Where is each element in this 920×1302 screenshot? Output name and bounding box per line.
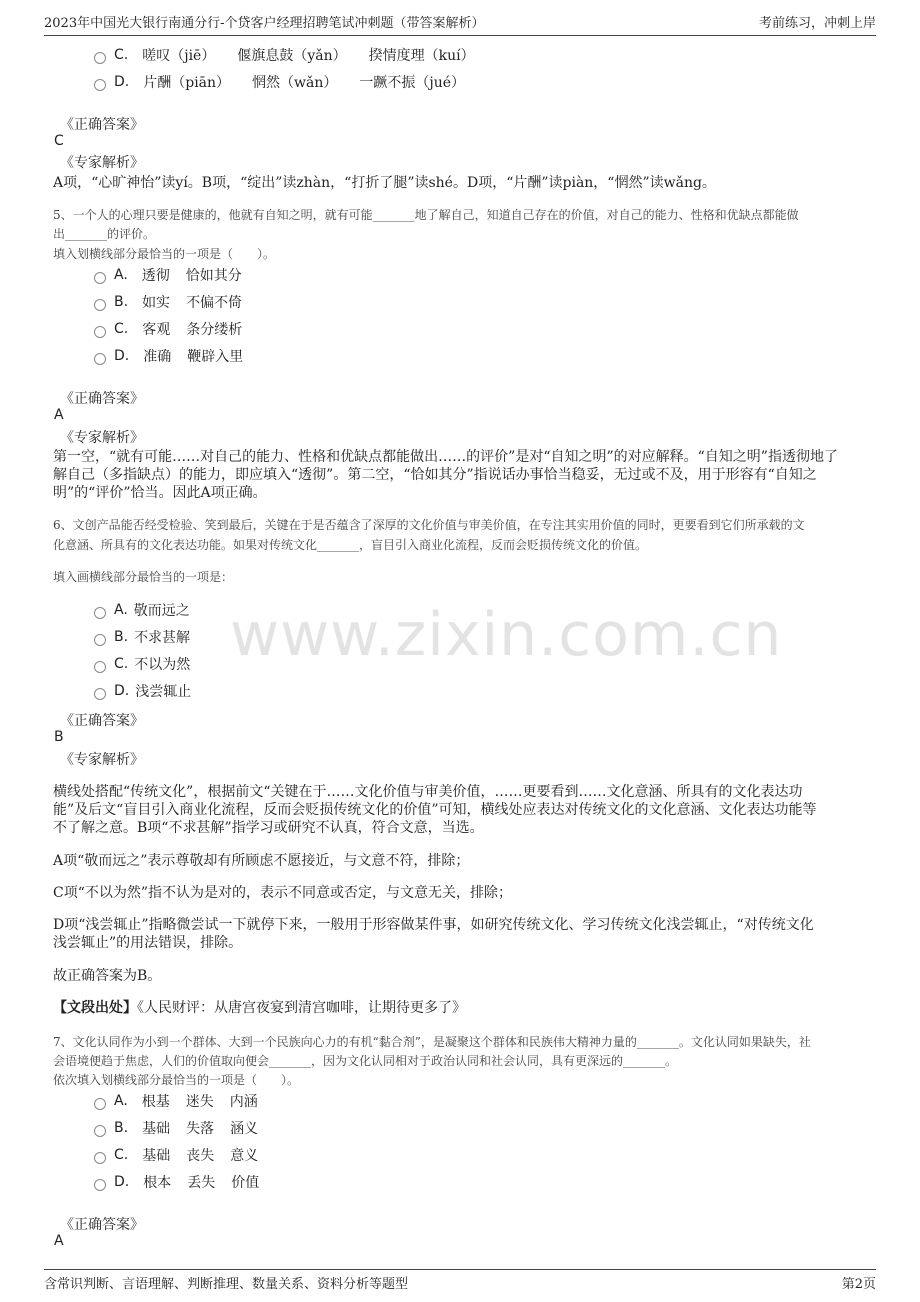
q6-para4-line1: D项“浅尝辄止”指略微尝试一下就停下来，一般用于形容做某件事，如研究传统文化、学习传统文化浅尝辄止，“对传统文化 <box>53 917 814 933</box>
radio-icon[interactable] <box>94 634 106 646</box>
radio-icon[interactable] <box>94 299 106 311</box>
q6-source <box>53 997 466 1017</box>
radio-icon[interactable] <box>94 1098 106 1110</box>
page-number: 第2页 <box>841 1277 876 1292</box>
q4-analysis-heading: 《专家解析》 <box>60 155 144 171</box>
header-slogan: 考前练习，冲刺上岸 <box>758 16 876 31</box>
q6-stem-line2: 化意涵、所具有的文化表达功能。如果对传统文化_______，盲目引入商业化流程，反而会贬损传统文化的价值。 <box>53 538 648 552</box>
q5-option-c[interactable]: C. 客观 条分缕析 <box>94 318 254 340</box>
radio-icon[interactable] <box>94 688 106 700</box>
q6-para2: A项“敬而远之”表示尊敬却有所顾虑不愿接近，与文意不符，排除； <box>53 853 470 869</box>
q5-analysis-line2: 解自己（多指缺点）的能力，即应填入“透彻”。第二空，“恰如其分”指说话办事恰当稳妥，无过或不及，用于形容有“自知之 <box>53 467 817 483</box>
q5-stem-line2: 出_______的评价。 <box>53 227 156 241</box>
q5-answer-heading: 《正确答案》 <box>60 391 144 407</box>
radio-icon[interactable] <box>94 1179 106 1191</box>
radio-icon[interactable] <box>94 607 106 619</box>
q5-analysis-heading: 《专家解析》 <box>60 430 144 446</box>
radio-icon[interactable] <box>94 79 106 91</box>
q6-analysis-heading: 《专家解析》 <box>60 752 144 768</box>
q7-stem-line1: 7、文化认同作为小到一个群体、大到一个民族向心力的有机“黏合剂”，是凝聚这个群体和民族伟大精神力量的_______。文化认同如果缺失，社 <box>53 1035 811 1049</box>
q6-answer-heading: 《正确答案》 <box>60 713 144 729</box>
q7-instruction: 依次填入划横线部分最恰当的一项是（ ）。 <box>53 1073 300 1087</box>
q6-option-b[interactable]: B. 不求甚解 <box>94 626 202 648</box>
radio-icon[interactable] <box>94 52 106 64</box>
q4-option-c[interactable]: C. 嗟叹（jiē） 偃旗息鼓（yǎn） 揆情度理（kuí） <box>94 44 487 66</box>
q6-option-d[interactable]: D. 浅尝辄止 <box>94 680 203 702</box>
q4-answer: C <box>54 133 64 149</box>
q7-option-b[interactable]: B. 基础 失落 涵义 <box>94 1117 270 1139</box>
radio-icon[interactable] <box>94 353 106 365</box>
source-label: 【文段出处】 <box>53 1000 137 1016</box>
source-text: 《人民财评：从唐宫夜宴到清宫咖啡，让期待更多了》 <box>137 1000 466 1016</box>
q4-analysis: A项，“心旷神怡”读yí。B项，“绽出”读zhàn，“打折了腿”读shé。D项，“片酬”读piàn，“惘然”读wǎng。 <box>53 175 716 191</box>
q4-answer-heading: 《正确答案》 <box>60 117 144 133</box>
q7-option-d[interactable]: D. 根本 丢失 价值 <box>94 1171 271 1193</box>
radio-icon[interactable] <box>94 1152 106 1164</box>
document-title: 2023年中国光大银行南通分行-个贷客户经理招聘笔试冲刺题（带答案解析） <box>44 16 485 31</box>
q5-option-d[interactable]: D. 准确 鞭辟入里 <box>94 345 255 367</box>
page-header <box>44 10 876 36</box>
radio-icon[interactable] <box>94 661 106 673</box>
q5-option-b[interactable]: B. 如实 不偏不倚 <box>94 291 254 313</box>
q6-para1-line2: 能”及后文“盲目引入商业化流程，反而会贬损传统文化的价值”可知，横线处应表达对传统文化的文化意涵、文化表达功能等 <box>53 802 817 818</box>
q5-option-a[interactable]: A. 透彻 恰如其分 <box>94 264 254 286</box>
q7-stem-line2: 会语境便趋于焦虑，人们的价值取向便会_______，因为文化认同相对于政治认同和社会认同，具有更深远的_______。 <box>53 1054 678 1068</box>
q5-analysis-line3: 明”的“评价”恰当。因此A项正确。 <box>53 485 267 501</box>
q5-stem-line1: 5、一个人的心理只要是健康的，他就有自知之明，就有可能_______地了解自己，知道自己存在的价值，对自己的能力、性格和优缺点都能做 <box>53 208 799 222</box>
footer-topics: 含常识判断、言语理解、判断推理、数量关系、资料分析等题型 <box>44 1277 409 1292</box>
q4-option-d[interactable]: D. 片酬（piān） 惘然（wǎn） 一蹶不振（jué） <box>94 71 477 93</box>
q6-para1-line1: 横线处搭配“传统文化”，根据前文“关键在于……文化价值与审美价值，……更要看到……文化意涵、所具有的文化表达功 <box>53 784 803 800</box>
q6-stem-line1: 6、文创产品能否经受检验、笑到最后，关键在于是否蕴含了深厚的文化价值与审美价值，在专注其实用价值的同时，更要看到它们所承载的文 <box>53 518 805 532</box>
q5-analysis-line1: 第一空，“就有可能……对自己的能力、性格和优缺点都能做出……的评价”是对“自知之明”的对应解释。“自知之明”指透彻地了 <box>53 449 838 465</box>
radio-icon[interactable] <box>94 326 106 338</box>
page-footer <box>44 1269 876 1297</box>
q6-option-c[interactable]: C. 不以为然 <box>94 653 202 675</box>
q6-conclusion: 故正确答案为B。 <box>53 968 162 984</box>
q7-option-a[interactable]: A. 根基 迷失 内涵 <box>94 1090 270 1112</box>
q7-answer-heading: 《正确答案》 <box>60 1217 144 1233</box>
q6-answer: B <box>54 729 64 745</box>
q7-answer: A <box>54 1233 64 1249</box>
watermark: www.zixin.com.cn <box>230 600 783 670</box>
q7-option-c[interactable]: C. 基础 丧失 意义 <box>94 1144 270 1166</box>
q6-para4-line2: 浅尝辄止”的用法错误，排除。 <box>53 935 243 951</box>
q5-answer: A <box>54 407 64 423</box>
radio-icon[interactable] <box>94 1125 106 1137</box>
q6-instruction: 填入画横线部分最恰当的一项是： <box>53 570 234 584</box>
q6-para1-line3: 不了解之意。B项“不求甚解”指学习或研究不认真，符合文意，当选。 <box>53 820 484 836</box>
q6-option-a[interactable]: A. 敬而远之 <box>94 599 202 621</box>
q6-para3: C项“不以为然”指不认为是对的，表示不同意或否定，与文意无关，排除； <box>53 885 513 901</box>
radio-icon[interactable] <box>94 272 106 284</box>
q5-instruction: 填入划横线部分最恰当的一项是（ ）。 <box>53 247 276 261</box>
